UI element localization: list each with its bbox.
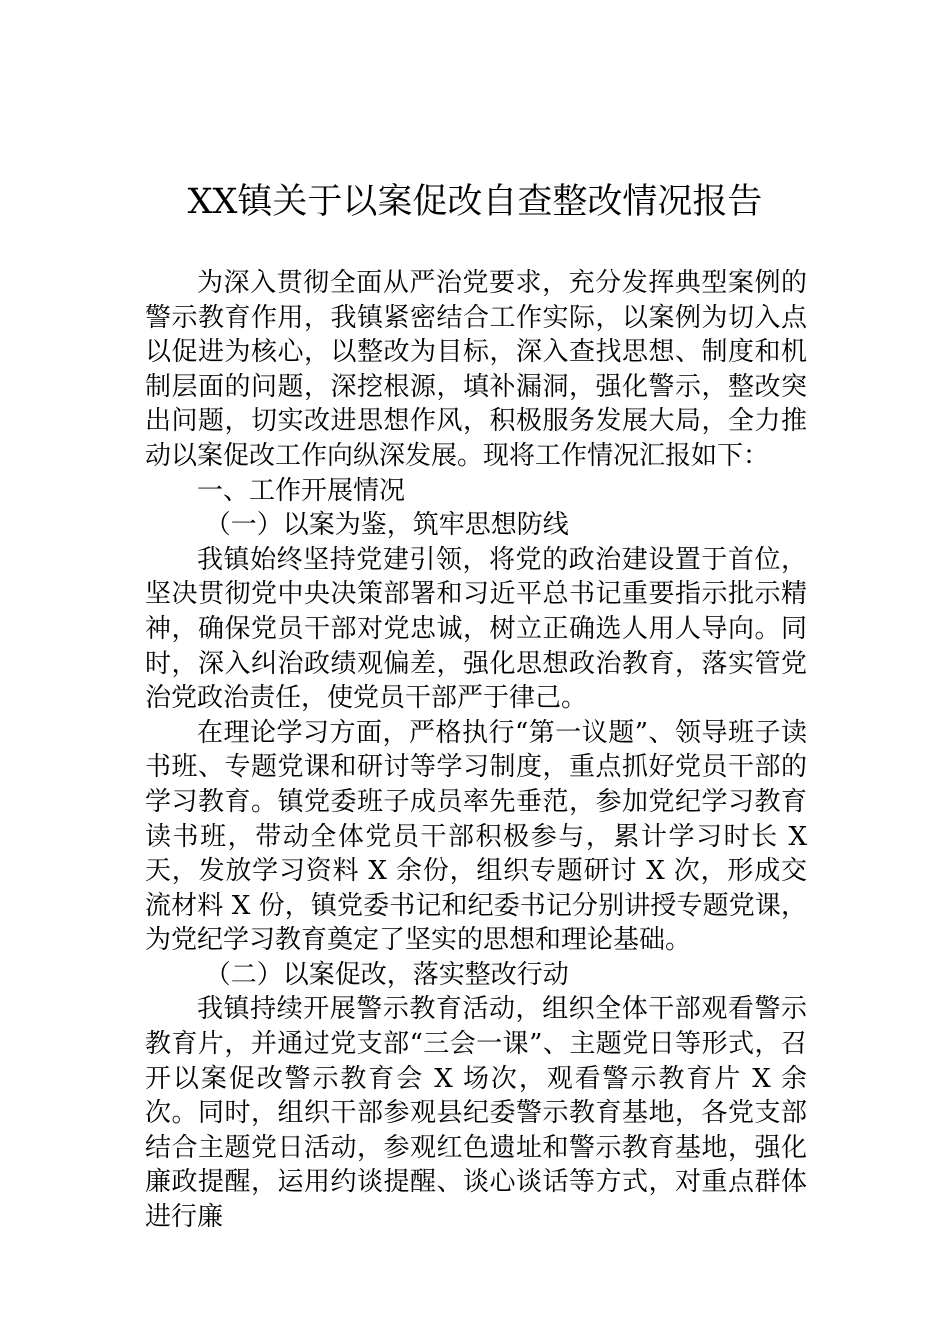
subsection-heading-1: （一）以案为鉴，筑牢思想防线 bbox=[204, 510, 569, 541]
body-paragraph-2: 在理论学习方面，严格执行“第一议题”、领导班子读书班、专题党课和研讨等学习制度，重点抓好党员干部的学习教育。镇党委班子成员率先垂范，参加党纪学习教育读书班，带动全体党员干部积极参与，累计学习时长 X 天，发放学习资料 X 余份，组织专题研讨 X 次，形成交流材料 X 份，镇党委书记和纪委书记分别讲授专题党课，为党纪学习教育奠定了坚实的思想和理论基础。 bbox=[145, 717, 807, 956]
subsection-heading-2: （二）以案促改，落实整改行动 bbox=[204, 959, 569, 990]
body-paragraph-3: 我镇持续开展警示教育活动，组织全体干部观看警示教育片，并通过党支部“三会一课”、主题党日等形式，召开以案促改警示教育会 X 场次，观看警示教育片 X 余次。同时，组织干部参观县纪委警示教育基地，各党支部结合主题党日活动，参观红色遗址和警示教育基地，强化廉政提醒，运用约谈提醒、谈心谈话等方式，对重点群体进行廉 bbox=[145, 994, 807, 1233]
section-heading-1: 一、工作开展情况 bbox=[197, 475, 406, 506]
intro-paragraph: 为深入贯彻全面从严治党要求，充分发挥典型案例的警示教育作用，我镇紧密结合工作实际，以案例为切入点以促进为核心，以整改为目标，深入查找思想、制度和机制层面的问题，深挖根源，填补漏洞，强化警示，整改突出问题，切实改进思想作风，积极服务发展大局，全力推动以案促改工作向纵深发展。现将工作情况汇报如下： bbox=[145, 268, 807, 471]
document-body bbox=[145, 266, 807, 1235]
document-title: XX镇关于以案促改自查整改情况报告 bbox=[187, 182, 763, 222]
body-paragraph-1: 我镇始终坚持党建引领，将党的政治建设置于首位，坚决贯彻党中央决策部署和习近平总书记重要指示批示精神，确保党员干部对党忠诚，树立正确选人用人导向。同时，深入纠治政绩观偏差，强化思想政治教育，落实管党治党政治责任，使党员干部严于律己。 bbox=[145, 544, 807, 714]
